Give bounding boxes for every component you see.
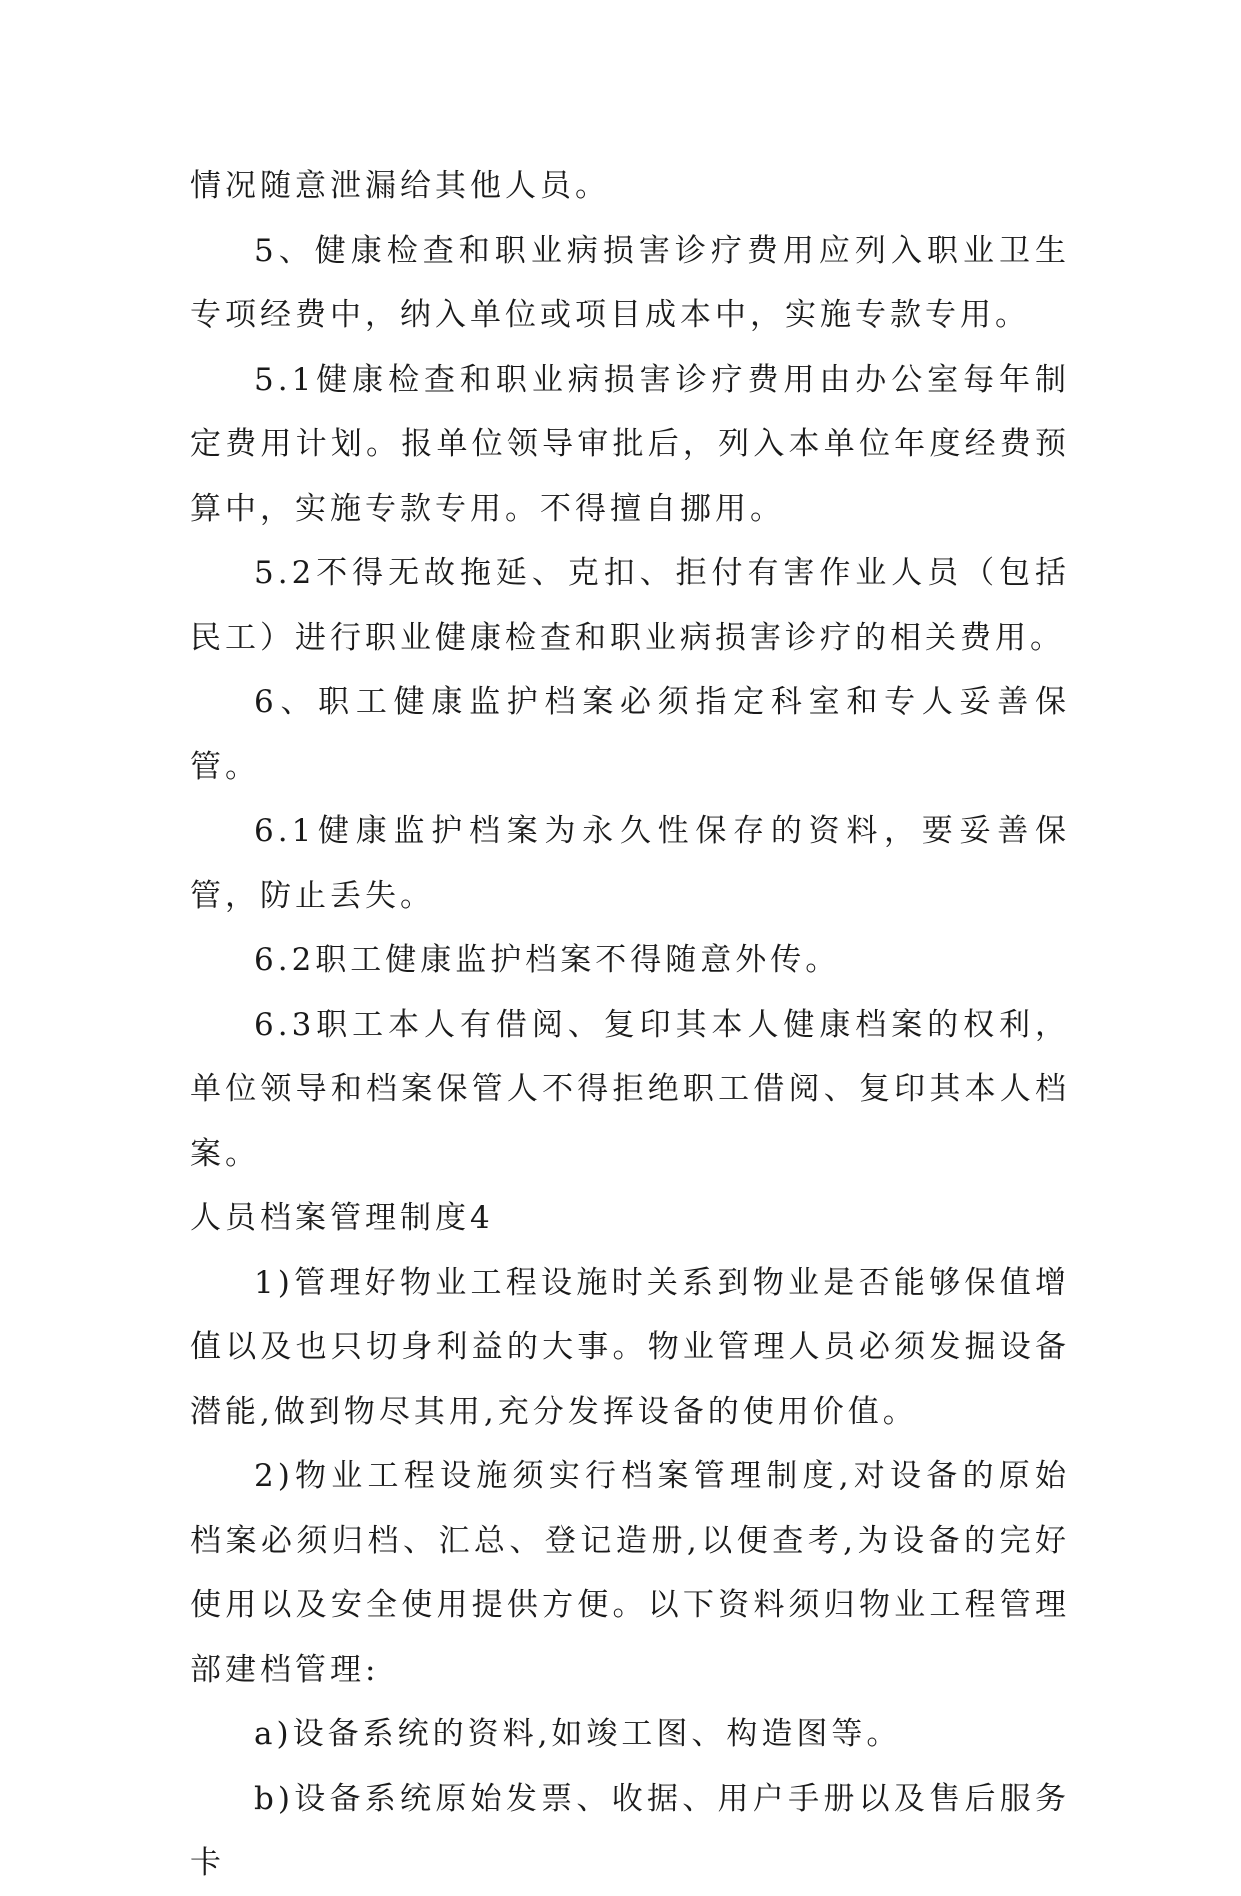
paragraph: 5、健康检查和职业病损害诊疗费用应列入职业卫生专项经费中，纳入单位或项目成本中，实施专款专用。 xyxy=(190,232,1070,333)
paragraph: a)设备系统的资料,如竣工图、构造图等。 xyxy=(254,1716,902,1752)
paragraph: 2)物业工程设施须实行档案管理制度,对设备的原始档案必须归档、汇总、登记造册,以便查考,为设备的完好使用以及安全使用提供方便。以下资料须归物业工程管理部建档管理: xyxy=(190,1458,1070,1688)
paragraph: 5.1健康检查和职业病损害诊疗费用由办公室每年制定费用计划。报单位领导审批后，列入本单位年度经费预算中，实施专款专用。不得擅自挪用。 xyxy=(190,361,1070,527)
paragraph: 1)管理好物业工程设施时关系到物业是否能够保值增值以及也只切身利益的大事。物业管理人员必须发掘设备潜能,做到物尽其用,充分发挥设备的使用价值。 xyxy=(190,1264,1070,1430)
paragraph: 情况随意泄漏给其他人员。 xyxy=(190,168,610,204)
paragraph: 5.2不得无故拖延、克扣、拒付有害作业人员（包括民工）进行职业健康检查和职业病损害诊疗的相关费用。 xyxy=(190,555,1070,656)
section-heading: 人员档案管理制度4 xyxy=(190,1200,494,1236)
paragraph: b)设备系统原始发票、收据、用户手册以及售后服务卡 xyxy=(190,1780,1070,1881)
paragraph: 6、职工健康监护档案必须指定科室和专人妥善保管。 xyxy=(190,684,1070,785)
paragraph: 6.3职工本人有借阅、复印其本人健康档案的权利，单位领导和档案保管人不得拒绝职工借阅、复印其本人档案。 xyxy=(190,1006,1070,1172)
paragraph: 6.1健康监护档案为永久性保存的资料，要妥善保管，防止丢失。 xyxy=(190,813,1070,914)
document-body xyxy=(190,154,1070,1896)
paragraph: 6.2职工健康监护档案不得随意外传。 xyxy=(254,942,841,978)
